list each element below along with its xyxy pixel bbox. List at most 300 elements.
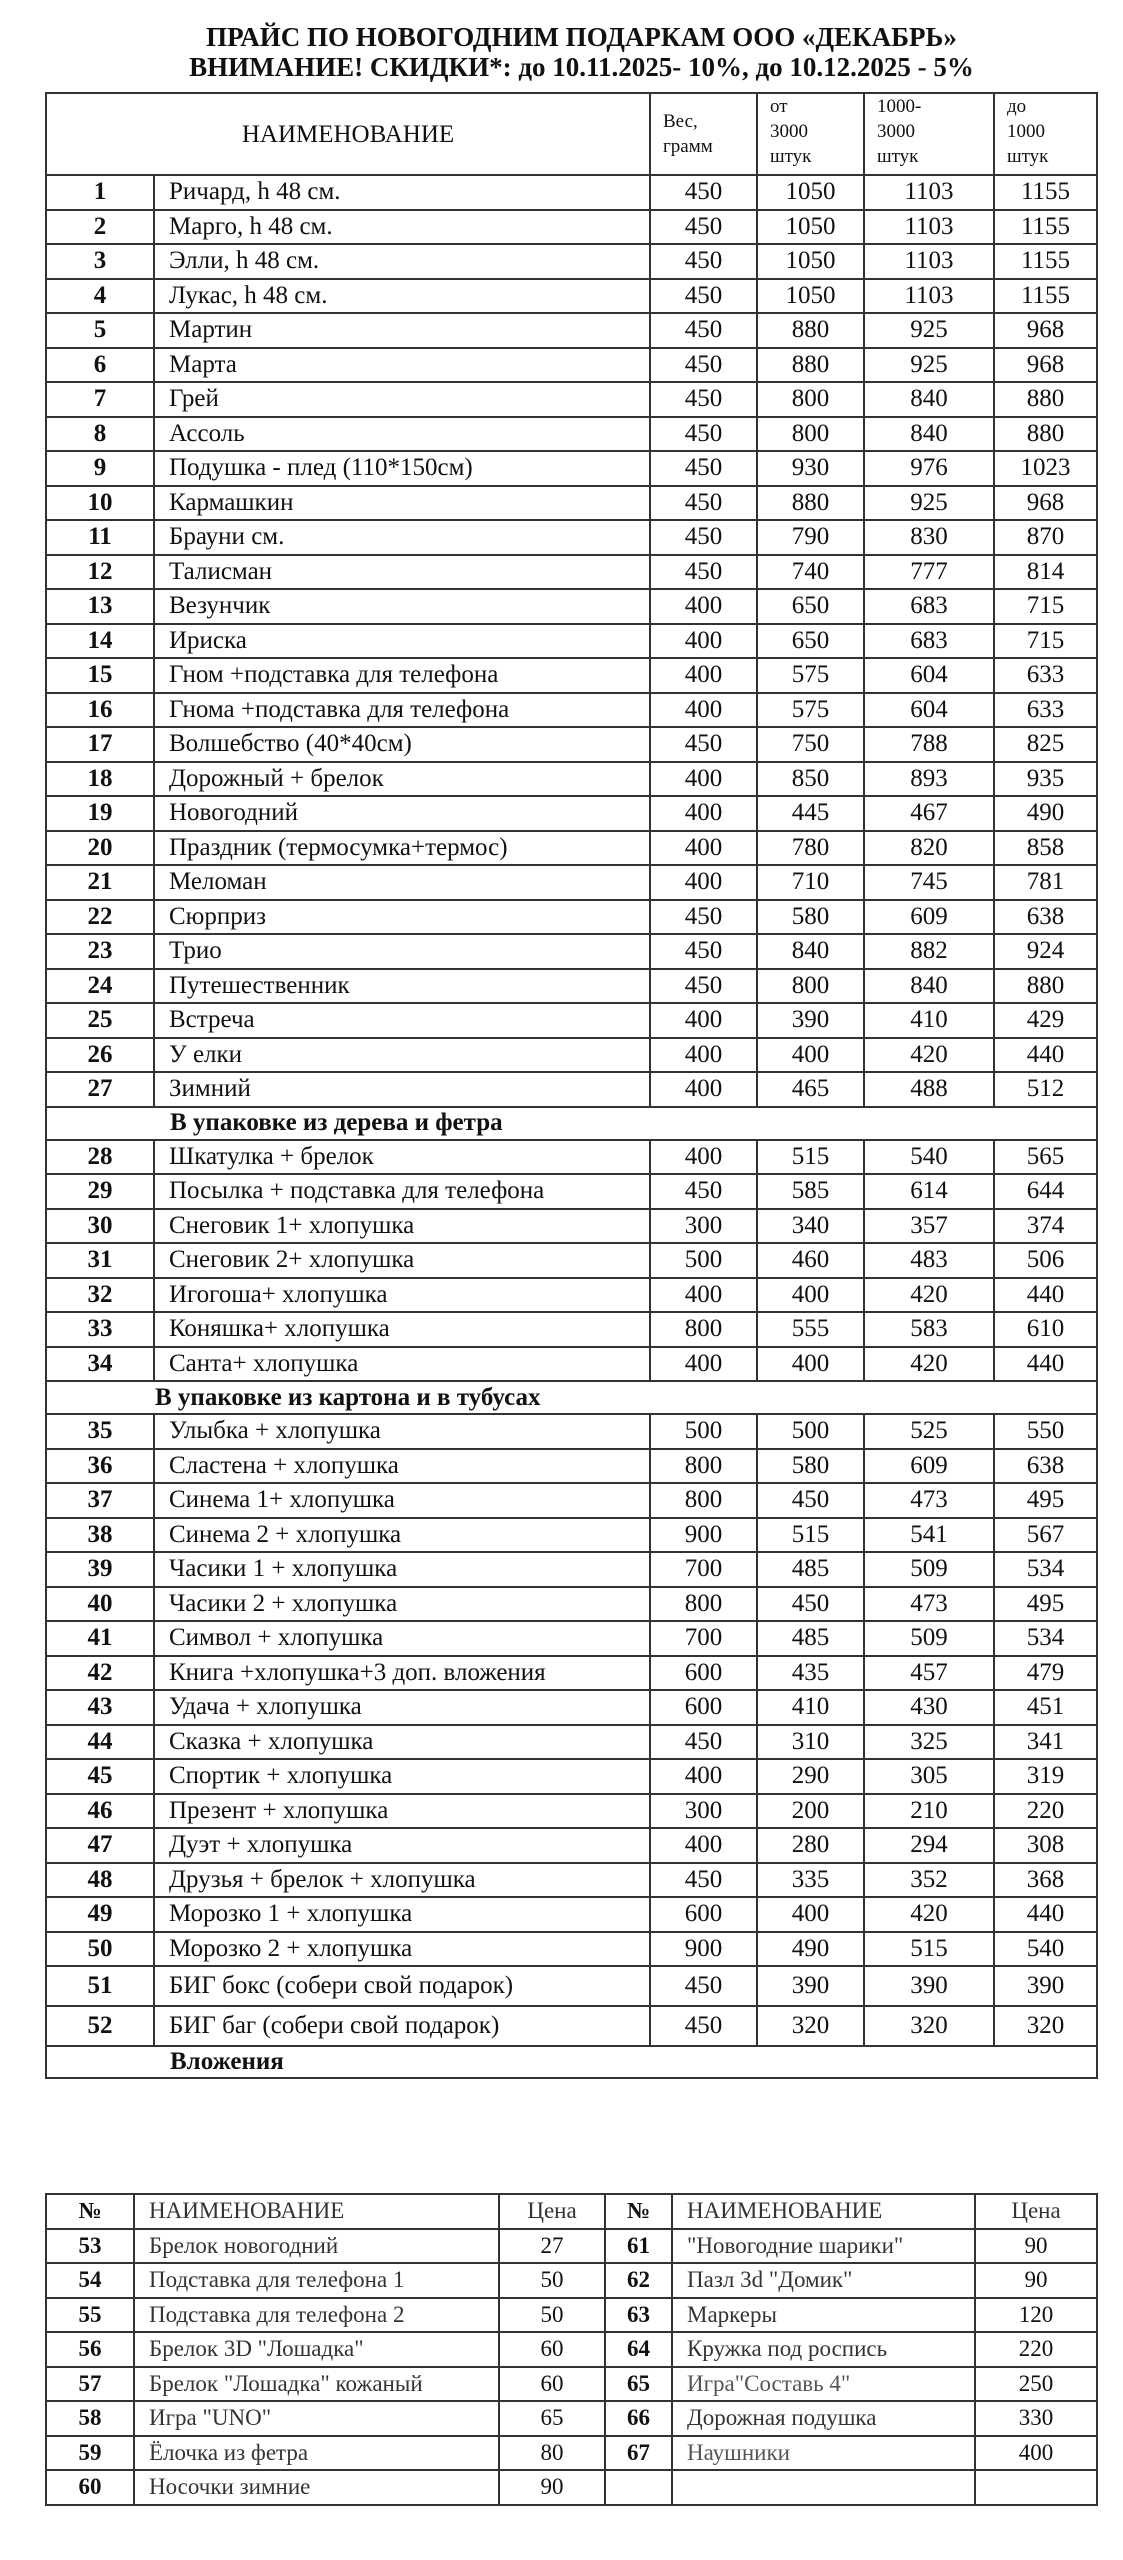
item-number: 45	[46, 1759, 154, 1794]
table-row	[46, 934, 1097, 969]
price-to-1000: 440	[994, 1038, 1097, 1073]
attachment-name: Брелок новогодний	[134, 2229, 499, 2264]
item-name: Удача + хлопушка	[154, 1690, 650, 1725]
price-from-3000: 390	[757, 1966, 864, 2006]
item-name: БИГ бокс (собери свой подарок)	[154, 1966, 650, 2006]
price-to-1000: 390	[994, 1966, 1097, 2006]
price-from-3000: 485	[757, 1621, 864, 1656]
price-from-3000: 750	[757, 727, 864, 762]
item-name: Марта	[154, 348, 650, 383]
price-to-1000: 1155	[994, 210, 1097, 245]
price-to-1000: 451	[994, 1690, 1097, 1725]
attachment-name: Наушники	[672, 2436, 975, 2471]
item-number: 24	[46, 969, 154, 1004]
table-row	[46, 624, 1097, 659]
table-row	[46, 1243, 1097, 1278]
item-weight: 450	[650, 313, 757, 348]
table-row	[46, 1483, 1097, 1518]
price-from-3000: 580	[757, 1449, 864, 1484]
price-1000-3000: 488	[864, 1072, 994, 1107]
attachment-number: 58	[46, 2401, 134, 2436]
header-price-1000-3000: 1000- 3000 штук	[864, 93, 994, 175]
price-1000-3000: 540	[864, 1140, 994, 1175]
item-name: Ириска	[154, 624, 650, 659]
price-from-3000: 575	[757, 658, 864, 693]
price-1000-3000: 473	[864, 1587, 994, 1622]
price-from-3000: 280	[757, 1828, 864, 1863]
item-name: Часики 2 + хлопушка	[154, 1587, 650, 1622]
price-from-3000: 585	[757, 1174, 864, 1209]
attachments-header	[46, 2194, 1097, 2229]
table-row	[46, 486, 1097, 521]
price-1000-3000: 976	[864, 451, 994, 486]
table-row	[46, 313, 1097, 348]
price-to-1000: 319	[994, 1759, 1097, 1794]
item-name: Сюрприз	[154, 900, 650, 935]
item-weight: 800	[650, 1483, 757, 1518]
item-number: 38	[46, 1518, 154, 1553]
table-row	[46, 175, 1097, 210]
price-to-1000: 490	[994, 796, 1097, 831]
table-row	[46, 348, 1097, 383]
attachment-number: 59	[46, 2436, 134, 2471]
price-1000-3000: 515	[864, 1932, 994, 1967]
item-name: Снеговик 2+ хлопушка	[154, 1243, 650, 1278]
price-to-1000: 512	[994, 1072, 1097, 1107]
price-to-1000: 638	[994, 1449, 1097, 1484]
attachment-name	[672, 2470, 975, 2505]
item-name: Дуэт + хлопушка	[154, 1828, 650, 1863]
price-from-3000: 335	[757, 1863, 864, 1898]
price-from-3000: 580	[757, 900, 864, 935]
item-weight: 500	[650, 1414, 757, 1449]
item-weight: 300	[650, 1209, 757, 1244]
item-number: 39	[46, 1552, 154, 1587]
price-1000-3000: 925	[864, 486, 994, 521]
item-number: 11	[46, 520, 154, 555]
table-row	[46, 1932, 1097, 1967]
price-from-3000: 450	[757, 1587, 864, 1622]
item-number: 28	[46, 1140, 154, 1175]
attachment-price: 90	[975, 2229, 1097, 2264]
item-number: 10	[46, 486, 154, 521]
attachment-number: 55	[46, 2298, 134, 2333]
item-weight: 700	[650, 1621, 757, 1656]
price-1000-3000: 320	[864, 2006, 994, 2046]
item-weight: 450	[650, 2006, 757, 2046]
item-number: 32	[46, 1278, 154, 1313]
item-number: 23	[46, 934, 154, 969]
item-number: 22	[46, 900, 154, 935]
table-row	[46, 520, 1097, 555]
item-weight: 400	[650, 1140, 757, 1175]
item-number: 30	[46, 1209, 154, 1244]
price-to-1000: 814	[994, 555, 1097, 590]
item-name: Улыбка + хлопушка	[154, 1414, 650, 1449]
item-number: 51	[46, 1966, 154, 2006]
item-weight: 450	[650, 244, 757, 279]
price-to-1000: 506	[994, 1243, 1097, 1278]
table-row	[46, 727, 1097, 762]
item-number: 16	[46, 693, 154, 728]
item-number: 19	[46, 796, 154, 831]
price-1000-3000: 882	[864, 934, 994, 969]
price-1000-3000: 777	[864, 555, 994, 590]
table-row	[46, 900, 1097, 935]
item-name: Путешественник	[154, 969, 650, 1004]
attachment-row	[46, 2229, 1097, 2264]
attachment-name: Брелок 3D "Лошадка"	[134, 2332, 499, 2367]
item-weight: 450	[650, 279, 757, 314]
item-number: 37	[46, 1483, 154, 1518]
item-weight: 450	[650, 1725, 757, 1760]
price-from-3000: 880	[757, 313, 864, 348]
attachment-name: Маркеры	[672, 2298, 975, 2333]
attachment-price: 250	[975, 2367, 1097, 2402]
item-number: 2	[46, 210, 154, 245]
section-title: В упаковке из картона и в тубусах	[46, 1381, 1097, 1414]
item-number: 31	[46, 1243, 154, 1278]
price-to-1000: 495	[994, 1587, 1097, 1622]
table-row	[46, 1897, 1097, 1932]
price-1000-3000: 430	[864, 1690, 994, 1725]
item-weight: 400	[650, 1347, 757, 1382]
item-number: 21	[46, 865, 154, 900]
item-weight: 450	[650, 520, 757, 555]
price-1000-3000: 1103	[864, 210, 994, 245]
price-from-3000: 515	[757, 1518, 864, 1553]
attachment-row	[46, 2470, 1097, 2505]
item-name: Мартин	[154, 313, 650, 348]
item-name: Ассоль	[154, 417, 650, 452]
attachment-price: 220	[975, 2332, 1097, 2367]
attachment-name: Пазл 3d "Домик"	[672, 2263, 975, 2298]
item-number: 17	[46, 727, 154, 762]
price-from-3000: 490	[757, 1932, 864, 1967]
price-from-3000: 445	[757, 796, 864, 831]
item-number: 25	[46, 1003, 154, 1038]
price-1000-3000: 457	[864, 1656, 994, 1691]
table-row	[46, 1828, 1097, 1863]
table-row	[46, 1863, 1097, 1898]
item-name: Книга +хлопушка+3 доп. вложения	[154, 1656, 650, 1691]
table-row	[46, 2006, 1097, 2046]
item-number: 34	[46, 1347, 154, 1382]
price-from-3000: 400	[757, 1897, 864, 1932]
price-1000-3000: 840	[864, 417, 994, 452]
item-number: 5	[46, 313, 154, 348]
price-1000-3000: 420	[864, 1897, 994, 1932]
price-from-3000: 515	[757, 1140, 864, 1175]
price-to-1000: 968	[994, 348, 1097, 383]
attachment-number: 64	[605, 2332, 672, 2367]
item-weight: 450	[650, 210, 757, 245]
item-name: Символ + хлопушка	[154, 1621, 650, 1656]
price-from-3000: 400	[757, 1347, 864, 1382]
item-name: Трио	[154, 934, 650, 969]
table-row	[46, 1140, 1097, 1175]
price-from-3000: 400	[757, 1278, 864, 1313]
header-price: Цена	[975, 2194, 1097, 2229]
item-weight: 450	[650, 900, 757, 935]
attachment-number: 65	[605, 2367, 672, 2402]
attachment-price: 90	[975, 2263, 1097, 2298]
item-number: 42	[46, 1656, 154, 1691]
price-from-3000: 840	[757, 934, 864, 969]
item-weight: 500	[650, 1243, 757, 1278]
item-number: 9	[46, 451, 154, 486]
price-to-1000: 825	[994, 727, 1097, 762]
item-number: 4	[46, 279, 154, 314]
price-from-3000: 1050	[757, 244, 864, 279]
item-name: БИГ баг (собери свой подарок)	[154, 2006, 650, 2046]
section-title: В упаковке из дерева и фетра	[46, 1107, 1097, 1140]
item-weight: 900	[650, 1518, 757, 1553]
attachment-price: 60	[499, 2332, 605, 2367]
item-weight: 450	[650, 175, 757, 210]
item-name: Марго, h 48 см.	[154, 210, 650, 245]
price-1000-3000: 925	[864, 348, 994, 383]
price-to-1000: 440	[994, 1347, 1097, 1382]
attachment-name: Подставка для телефона 2	[134, 2298, 499, 2333]
table-row	[46, 1174, 1097, 1209]
item-weight: 600	[650, 1656, 757, 1691]
price-1000-3000: 788	[864, 727, 994, 762]
price-from-3000: 1050	[757, 279, 864, 314]
price-to-1000: 341	[994, 1725, 1097, 1760]
price-to-1000: 1155	[994, 279, 1097, 314]
attachment-number	[605, 2470, 672, 2505]
table-row	[46, 1414, 1097, 1449]
table-row	[46, 1312, 1097, 1347]
item-number: 44	[46, 1725, 154, 1760]
item-number: 3	[46, 244, 154, 279]
table-row	[46, 1621, 1097, 1656]
section-header	[46, 1107, 1097, 1140]
price-to-1000: 534	[994, 1552, 1097, 1587]
item-weight: 450	[650, 486, 757, 521]
price-to-1000: 880	[994, 417, 1097, 452]
price-from-3000: 200	[757, 1794, 864, 1829]
price-1000-3000: 830	[864, 520, 994, 555]
table-row	[46, 762, 1097, 797]
item-weight: 800	[650, 1449, 757, 1484]
price-to-1000: 1155	[994, 244, 1097, 279]
item-weight: 300	[650, 1794, 757, 1829]
item-weight: 450	[650, 1174, 757, 1209]
price-to-1000: 495	[994, 1483, 1097, 1518]
price-table	[45, 92, 1098, 2079]
attachment-name: Дорожная подушка	[672, 2401, 975, 2436]
table-row	[46, 589, 1097, 624]
price-1000-3000: 925	[864, 313, 994, 348]
price-to-1000: 567	[994, 1518, 1097, 1553]
price-1000-3000: 604	[864, 693, 994, 728]
price-to-1000: 968	[994, 486, 1097, 521]
table-row	[46, 1725, 1097, 1760]
price-from-3000: 410	[757, 1690, 864, 1725]
header-num: №	[46, 2194, 134, 2229]
attachment-number: 53	[46, 2229, 134, 2264]
item-name: Грей	[154, 382, 650, 417]
price-1000-3000: 352	[864, 1863, 994, 1898]
attachments-title: Вложения	[46, 2046, 1097, 2078]
item-number: 48	[46, 1863, 154, 1898]
item-weight: 450	[650, 969, 757, 1004]
price-from-3000: 790	[757, 520, 864, 555]
item-number: 27	[46, 1072, 154, 1107]
attachments-table	[45, 2193, 1098, 2506]
item-name: Снеговик 1+ хлопушка	[154, 1209, 650, 1244]
item-weight: 400	[650, 658, 757, 693]
price-1000-3000: 420	[864, 1278, 994, 1313]
price-1000-3000: 840	[864, 969, 994, 1004]
price-from-3000: 710	[757, 865, 864, 900]
price-1000-3000: 420	[864, 1038, 994, 1073]
price-from-3000: 320	[757, 2006, 864, 2046]
item-weight: 400	[650, 693, 757, 728]
item-number: 14	[46, 624, 154, 659]
price-to-1000: 308	[994, 1828, 1097, 1863]
price-from-3000: 500	[757, 1414, 864, 1449]
item-weight: 600	[650, 1690, 757, 1725]
attachment-price	[975, 2470, 1097, 2505]
price-to-1000: 715	[994, 589, 1097, 624]
section-header	[46, 1381, 1097, 1414]
price-1000-3000: 294	[864, 1828, 994, 1863]
price-from-3000: 800	[757, 382, 864, 417]
item-name: Синема 1+ хлопушка	[154, 1483, 650, 1518]
table-header	[46, 93, 1097, 175]
item-weight: 800	[650, 1312, 757, 1347]
attachment-price: 27	[499, 2229, 605, 2264]
item-name: Морозко 2 + хлопушка	[154, 1932, 650, 1967]
attachment-number: 60	[46, 2470, 134, 2505]
item-name: Встреча	[154, 1003, 650, 1038]
table-row	[46, 1518, 1097, 1553]
price-to-1000: 220	[994, 1794, 1097, 1829]
attachment-name: Игра"Составь 4"	[672, 2367, 975, 2402]
item-number: 1	[46, 175, 154, 210]
price-from-3000: 435	[757, 1656, 864, 1691]
price-1000-3000: 509	[864, 1552, 994, 1587]
attachment-price: 65	[499, 2401, 605, 2436]
header-name: НАИМЕНОВАНИЕ	[672, 2194, 975, 2229]
price-1000-3000: 410	[864, 1003, 994, 1038]
table-row	[46, 693, 1097, 728]
attachment-name: Ёлочка из фетра	[134, 2436, 499, 2471]
price-from-3000: 575	[757, 693, 864, 728]
item-name: Гнома +подставка для телефона	[154, 693, 650, 728]
price-from-3000: 880	[757, 348, 864, 383]
price-to-1000: 440	[994, 1278, 1097, 1313]
price-1000-3000: 609	[864, 900, 994, 935]
item-weight: 400	[650, 796, 757, 831]
price-from-3000: 780	[757, 831, 864, 866]
price-1000-3000: 467	[864, 796, 994, 831]
price-from-3000: 400	[757, 1038, 864, 1073]
price-1000-3000: 357	[864, 1209, 994, 1244]
item-name: Игогоша+ хлопушка	[154, 1278, 650, 1313]
price-to-1000: 1023	[994, 451, 1097, 486]
price-to-1000: 858	[994, 831, 1097, 866]
price-to-1000: 924	[994, 934, 1097, 969]
attachment-number: 56	[46, 2332, 134, 2367]
item-name: Брауни см.	[154, 520, 650, 555]
header-name: НАИМЕНОВАНИЕ	[134, 2194, 499, 2229]
item-name: Элли, h 48 см.	[154, 244, 650, 279]
document-title: ПРАЙС ПО НОВОГОДНИМ ПОДАРКАМ ООО «ДЕКАБРЬ»	[206, 22, 957, 52]
price-to-1000: 870	[994, 520, 1097, 555]
table-row	[46, 1794, 1097, 1829]
attachment-row	[46, 2401, 1097, 2436]
table-row	[46, 244, 1097, 279]
table-row	[46, 417, 1097, 452]
price-to-1000: 440	[994, 1897, 1097, 1932]
section-header	[46, 2046, 1097, 2078]
header-price-1000: до 1000 штук	[994, 93, 1097, 175]
item-weight: 400	[650, 865, 757, 900]
item-name: Морозко 1 + хлопушка	[154, 1897, 650, 1932]
item-name: Часики 1 + хлопушка	[154, 1552, 650, 1587]
item-weight: 800	[650, 1587, 757, 1622]
attachment-row	[46, 2263, 1097, 2298]
attachment-price: 120	[975, 2298, 1097, 2333]
item-name: У елки	[154, 1038, 650, 1073]
price-to-1000: 781	[994, 865, 1097, 900]
price-from-3000: 1050	[757, 175, 864, 210]
item-weight: 450	[650, 727, 757, 762]
price-1000-3000: 1103	[864, 244, 994, 279]
price-1000-3000: 541	[864, 1518, 994, 1553]
price-to-1000: 968	[994, 313, 1097, 348]
item-weight: 400	[650, 1038, 757, 1073]
table-row	[46, 1072, 1097, 1107]
item-name: Лукас, h 48 см.	[154, 279, 650, 314]
price-from-3000: 800	[757, 417, 864, 452]
price-to-1000: 540	[994, 1932, 1097, 1967]
attachment-row	[46, 2367, 1097, 2402]
header-name: НАИМЕНОВАНИЕ	[46, 93, 650, 175]
item-weight: 400	[650, 831, 757, 866]
item-number: 26	[46, 1038, 154, 1073]
item-name: Дорожный + брелок	[154, 762, 650, 797]
table-row	[46, 1587, 1097, 1622]
table-row	[46, 1552, 1097, 1587]
price-to-1000: 1155	[994, 175, 1097, 210]
price-to-1000: 550	[994, 1414, 1097, 1449]
item-weight: 450	[650, 1863, 757, 1898]
header-price: Цена	[499, 2194, 605, 2229]
table-row	[46, 1690, 1097, 1725]
item-number: 18	[46, 762, 154, 797]
price-from-3000: 460	[757, 1243, 864, 1278]
price-1000-3000: 420	[864, 1347, 994, 1382]
item-number: 50	[46, 1932, 154, 1967]
price-to-1000: 633	[994, 693, 1097, 728]
attachment-number: 61	[605, 2229, 672, 2264]
table-row	[46, 658, 1097, 693]
table-row	[46, 451, 1097, 486]
price-from-3000: 310	[757, 1725, 864, 1760]
table-row	[46, 1759, 1097, 1794]
item-weight: 600	[650, 1897, 757, 1932]
discount-notice: ВНИМАНИЕ! СКИДКИ*: до 10.11.2025- 10%, до 10.12.2025 - 5%	[189, 52, 974, 82]
item-weight: 400	[650, 1072, 757, 1107]
price-1000-3000: 305	[864, 1759, 994, 1794]
item-name: Презент + хлопушка	[154, 1794, 650, 1829]
attachment-name: "Новогодние шарики"	[672, 2229, 975, 2264]
